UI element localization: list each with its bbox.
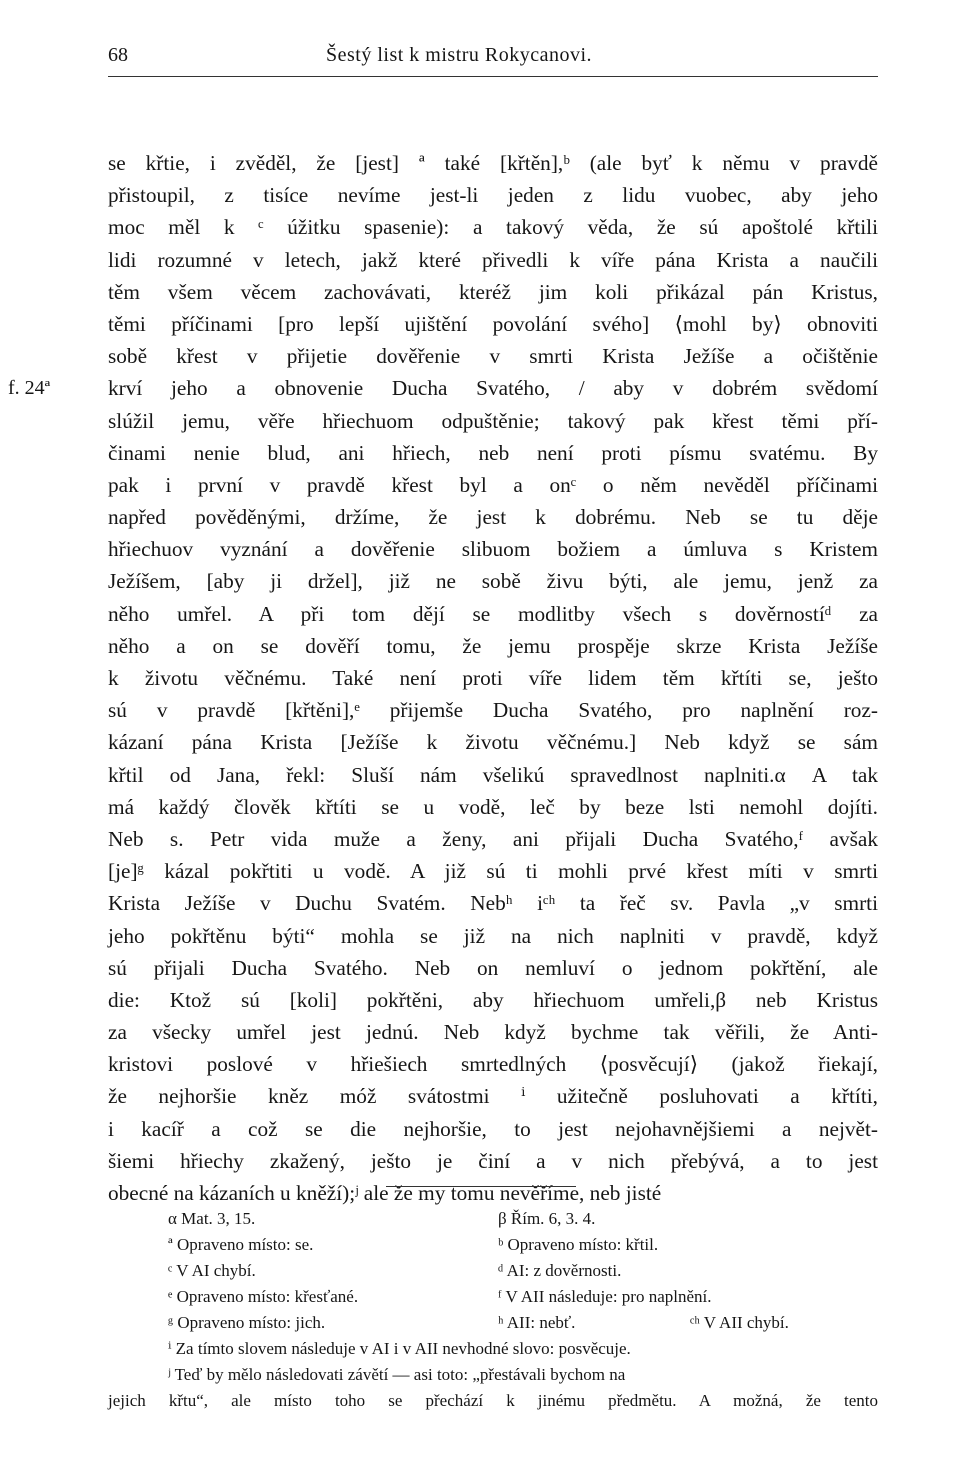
text-line: kristovi poslové v hřiešiech smrtedlných ⟨posvěcují⟩ (jakož řiekají,: [108, 1052, 878, 1077]
text-line: kázaní pána Krista [Ježíše k životu věčnému.] Neb když se sám: [108, 730, 878, 755]
footnote-beta: β Řím. 6, 3. 4.: [498, 1209, 596, 1228]
footnote-row: [108, 1388, 878, 1414]
text-line: sú v pravdě [křtěni],ᵉ přijemše Ducha Svatého, pro naplnění roz-: [108, 698, 878, 723]
text-line: hřiechuov vyznání a dověřenie slibuom božiem a úmluva s Kristem: [108, 537, 878, 562]
text-line: Neb s. Petr vida muže a ženy, ani přijali Ducha Svatého,ᶠ avšak: [108, 826, 878, 851]
text-line: jeho pokřtěnu býti“ mohla se již na nich naplniti v pravdě, když: [108, 923, 878, 948]
header-rule: [108, 76, 878, 77]
text-line: přistoupil, z tisíce nevíme jest-li jeden z lidu vuobec, aby jeho: [108, 183, 878, 208]
footnote-row: [108, 1310, 878, 1336]
text-line: má každý člověk křtíti se u vodě, leč by beze lsti nemohl dojíti.: [108, 794, 878, 819]
text-line: obecné na kázaních u kněží);ʲ ale že my tomu nevěříme, neb jisté: [108, 1181, 662, 1205]
footnote-row: [108, 1336, 878, 1362]
footnote-g: ᵍ Opraveno místo: jich.: [168, 1313, 326, 1332]
footnote-d: ᵈ AI: z dověrnosti.: [498, 1261, 622, 1280]
margin-folio-note: f. 24ª: [8, 377, 51, 400]
footnote-b: ᵇ Opraveno místo: křtil.: [498, 1235, 659, 1254]
footnote-row: [108, 1258, 878, 1284]
text-line: těm všem věcem zachovávati, kteréž jim koli přikázal pán Kristus,: [108, 279, 878, 304]
text-line: činami nenie blud, ani hřiech, neb není proti písmu svatému. By: [108, 440, 878, 465]
footnote-f: ᶠ V AII následuje: pro naplnění.: [498, 1287, 712, 1306]
text-line: lidi rozumné v letech, jakž které přivedli k víře pána Krista a naučili: [108, 247, 878, 272]
footnote-j: ʲ Teď by mělo následovati závětí — asi toto: „přestávali bychom na: [168, 1365, 626, 1384]
text-line: k životu věčnému. Také není proti víře lidem těm křtíti se, ješto: [108, 666, 878, 690]
text-line: něho umřel. A při tom dějí se modlitby všech s dověrnostíᵈ za: [108, 601, 878, 626]
text-line: pak i první v pravdě křest byl a onᶜ o něm nevěděl příčinami: [108, 472, 878, 497]
footnote-row: [108, 1206, 878, 1232]
footnote-row: [108, 1232, 878, 1258]
footnote-e: ᵉ Opraveno místo: křesťané.: [168, 1287, 359, 1306]
footnote-j-continuation: jejich křtu“, ale místo toho se přechází k jinému předmětu. A možná, že tento: [108, 1391, 878, 1410]
text-line: něho a on se dověří tomu, že jemu prospěje skrze Krista Ježíše: [108, 633, 878, 658]
text-line: šiemi hřiechy zkažený, ješto je činí a v nich přebývá, a to jest: [108, 1148, 878, 1173]
page-header: [108, 44, 878, 74]
footnote-i: ⁱ Za tímto slovem následuje v AI i v AII nevhodné slovo: posvěcuje.: [168, 1339, 631, 1358]
text-line: slúžil jemu, věře hřiechuom odpuštěnie; takový pak křest těmi pří-: [108, 408, 878, 433]
text-line: i kacíř a což se die nejhoršie, to jest nejohavnějšiemi a největ-: [108, 1116, 878, 1141]
footnote-rule: [386, 1186, 576, 1187]
footnote-ch: ᶜʰ V AII chybí.: [690, 1313, 789, 1332]
text-line: sú přijali Ducha Svatého. Neb on nemluví o jednom pokřtění, ale: [108, 955, 878, 980]
text-line: se křtie, i zvěděl, že [jest] ª také [křtěn],ᵇ (ale byť k němu v pravdě: [108, 151, 878, 175]
text-line: křtil od Jana, řekl: Sluší nám všelikú spravedlnost naplniti.α A tak: [108, 762, 878, 787]
footnote-c: ᶜ V AI chybí.: [168, 1261, 256, 1280]
page-number: 68: [108, 44, 128, 66]
text-line: krví jeho a obnovenie Ducha Svatého, / aby v dobrém svědomí: [108, 376, 878, 401]
footnotes: [108, 1206, 878, 1414]
text-line: die: Ktož sú [koli] pokřtěni, aby hřiechuom umřeli,β neb Kristus: [108, 987, 878, 1012]
text-line: Ježíšem, [aby ji držel], již ne sobě živu býti, ale jemu, jenž za: [108, 569, 878, 594]
running-head: Šestý list k mistru Rokycanovi.: [326, 44, 593, 66]
footnote-h: ʰ AII: nebť.: [498, 1313, 576, 1332]
footnote-alpha: α Mat. 3, 15.: [168, 1209, 256, 1228]
text-line: sobě křest v přijetie dověřenie v smrti Krista Ježíše a očištěnie: [108, 344, 878, 369]
text-line: [je]ᵍ kázal pokřtiti u vodě. A již sú ti mohli prvé křest míti v smrti: [108, 859, 878, 884]
text-line-with-margin-note: [8, 372, 878, 404]
footnote-row: [108, 1362, 878, 1388]
text-line: moc měl k ᶜ úžitku spasenie): a takový věda, že sú apoštolé křtili: [108, 215, 878, 240]
footnote-row: [108, 1284, 878, 1310]
footnote-a: ª Opraveno místo: se.: [168, 1235, 314, 1254]
text-line: Krista Ježíše v Duchu Svatém. Nebʰ iᶜʰ ta řeč sv. Pavla „v smrti: [108, 891, 878, 916]
text-line: těmi příčinami [pro lepší ujištění povolání svého] ⟨mohl by⟩ obnoviti: [108, 311, 878, 336]
text-line: napřed pověděnými, držíme, že jest k dobrému. Neb se tu děje: [108, 505, 878, 530]
text-line: za všecky umřel jest jednú. Neb když bychme tak věřili, že Anti-: [108, 1020, 878, 1045]
text-line: že nejhoršie kněz móž svátostmi ⁱ užitečně posluhovati a křtíti,: [108, 1084, 878, 1109]
main-text: [8, 147, 878, 1209]
